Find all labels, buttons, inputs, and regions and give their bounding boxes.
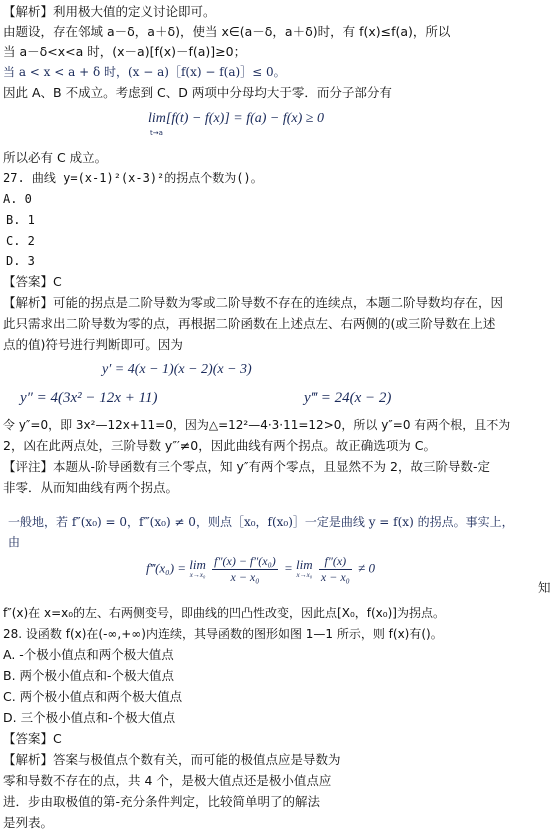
eq5-num-1: f″(x) − f″(x₀): [214, 554, 276, 568]
answer-27: 【答案】C: [3, 274, 62, 289]
general-note-line: 一般地，若 f″(x₀) = 0，f‴(x₀) ≠ 0，则点［x₀，f(x₀)］一定是曲线 y = f(x) 的拐点。事实上，: [8, 515, 514, 529]
third-derivative-limit-equation: [146, 554, 375, 585]
eq5-den-1: x − x₀: [230, 570, 260, 584]
option-28-b: B. 两个极小值点和-个极大值点: [3, 668, 175, 683]
limit-equation-1-text: lim[f(t) − f(x)] = f(a) − f(x) ≥ 0: [148, 111, 324, 126]
eq5-fraction-1: [212, 554, 278, 585]
option-a: A. 0: [3, 192, 32, 206]
option-c: C. 2: [6, 234, 35, 248]
eq5-lim-word: lim: [189, 556, 206, 572]
conclusion-line: 所以必有 C 成立。: [3, 150, 108, 165]
analysis-28-line-1: 【解析】答案与极值点个数有关，而可能的极值点应是导数为: [3, 752, 341, 767]
analysis-line-5: 因此 A、B 不成立。考虑到 C、D 两项中分母均大于零．而分子部分有: [3, 85, 392, 100]
analysis-27-line-2: 此只需求出二阶导数为零的点，再根据二阶函数在上述点左、右两侧的(或三阶导数在上述: [3, 316, 496, 331]
option-28-a: A. -个极小值点和两个极大值点: [3, 647, 174, 662]
limit-equation-1-subscript: t→a: [150, 129, 163, 137]
eq5-lim-word-2: lim: [296, 556, 313, 572]
option-d: D. 3: [6, 254, 35, 268]
eq5-equals: =: [284, 560, 293, 576]
option-28-c: C. 两个极小值点和两个极大值点: [3, 689, 183, 704]
analysis-line-1: 【解析】利用极大值的定义讨论即可。: [3, 4, 216, 19]
analysis-28-line-3: 进．步由取极值的第-充分条件判定，比较简单明了的解法: [3, 794, 321, 809]
analysis-27-line-4: 令 y″=0，即 3x²—12x+11=0，因为△=12²—4·3·11=12>0，所以 y″=0 有两个根，且不为: [3, 418, 511, 432]
option-28-d: D. 三个极小值点和-个极大值点: [3, 710, 176, 725]
comment-line-2: 非零．从而知曲线有两个拐点。: [3, 480, 179, 495]
first-derivative-equation: y′ = 4(x − 1)(x − 2)(x − 3): [102, 362, 252, 377]
analysis-line-4: 当 a < x < a + δ 时，(x − a)［f(x) − f(a)］≤ 0。: [3, 65, 286, 79]
third-derivative-equation: y‴ = 24(x − 2): [304, 390, 392, 406]
eq5-tail: ≠ 0: [358, 560, 375, 576]
eq5-limit-1: [189, 556, 206, 580]
question-27: 27. 曲线 y=(x-1)²(x-3)²的拐点个数为()。: [3, 171, 263, 185]
answer-28: 【答案】C: [3, 731, 62, 746]
eq5-lhs: f‴(x₀) =: [146, 560, 187, 576]
eq5-lim-sub: x→x₀: [189, 570, 206, 579]
analysis-line-2: 由题设，存在邻域 a－δ，a＋δ)，使当 x∈(a－δ，a＋δ)时，有 f(x)≤f(a)，所以: [3, 24, 451, 39]
eq5-den-2: x − x₀: [320, 570, 350, 584]
inflection-conclusion: f″(x)在 x=x₀的左、右两侧变号，即曲线的凹凸性改变，因此点[X₀，f(x₀)]为拐点。: [3, 606, 445, 620]
question-28: 28. 设函数 f(x)在(-∞,+∞)内连续，其导函数的图形如图 1—1 所示，则 f(x)有()。: [3, 627, 443, 641]
analysis-line-3: 当 a－δ<x<a 时，(x－a)[f(x)－f(a)]≥0；: [3, 44, 247, 59]
second-derivative-equation: y″ = 4(3x² − 12x + 11): [20, 390, 158, 406]
comment-line-1: 【评注】本题从-阶导函数有三个零点，知 y″有两个零点，且显然不为 2，故三阶导数-定: [3, 459, 490, 474]
general-note-you: 由: [8, 535, 21, 549]
analysis-27-line-1: 【解析】可能的拐点是二阶导数为零或二阶导数不存在的连续点，本题二阶导数均存在，因: [3, 295, 504, 310]
analysis-27-line-3: 点的值)符号进行判断即可。因为: [3, 337, 183, 352]
eq5-limit-2: [296, 556, 313, 580]
analysis-27-line-5: 2，凶在此两点处，三阶导数 y″′≠0，因此曲线有两个拐点。故正确选项为 C。: [3, 438, 436, 453]
eq5-num-2: f″(x): [319, 554, 352, 570]
eq5-fraction-2: [319, 554, 352, 585]
analysis-28-line-2: 零和导数不存在的点，共 4 个，是极大值点还是极小值点应: [3, 773, 332, 788]
analysis-28-line-4: 是列表。: [3, 815, 54, 830]
eq5-lim-sub-2: x→x₀: [296, 570, 313, 579]
limit-equation-1: [148, 111, 324, 127]
eq5-right-word: 知: [538, 580, 551, 595]
option-b: B. 1: [6, 213, 35, 227]
